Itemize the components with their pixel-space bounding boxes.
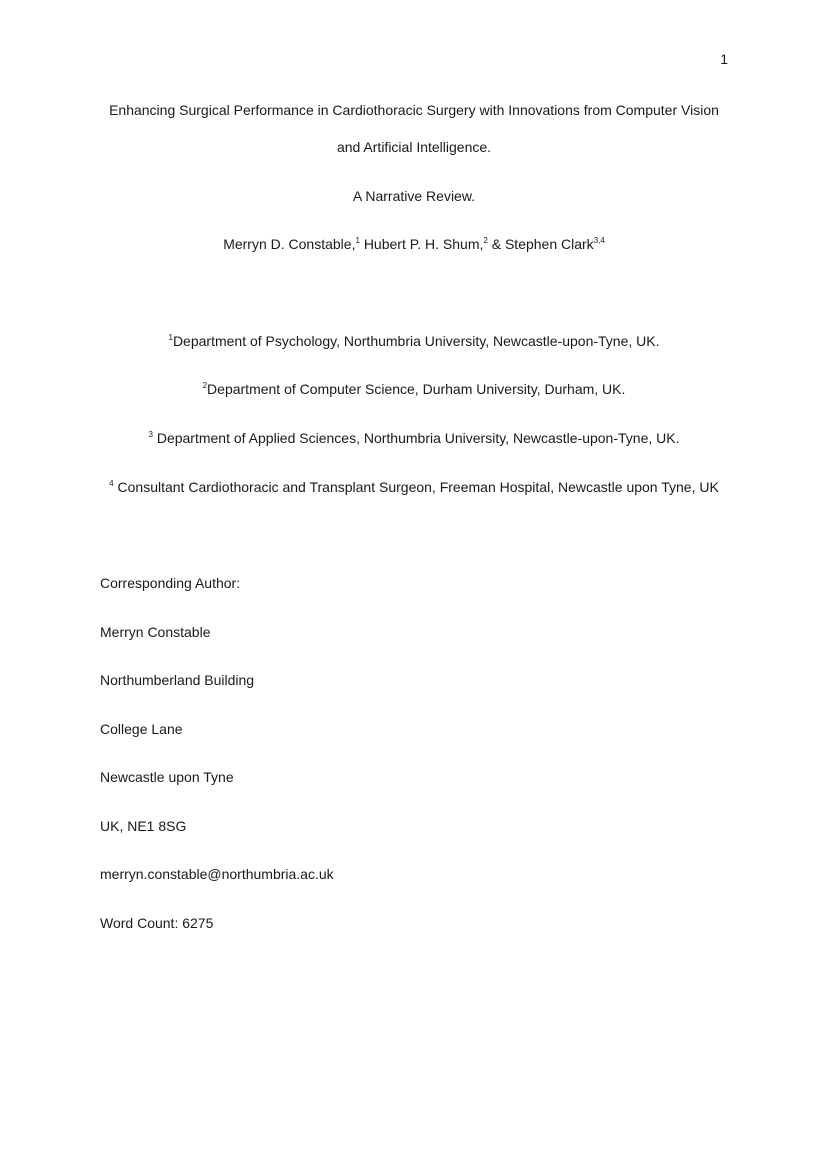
author-line [0,234,828,254]
affiliation-4 [0,477,828,497]
corresponding-author-name: Merryn Constable [100,624,211,640]
title-line-1: Enhancing Surgical Performance in Cardiothoracic Surgery with Innovations from Computer Vision [109,102,719,118]
author-affiliation-mark: 1 [355,236,360,245]
affiliation-mark: 1 [168,333,173,342]
corresponding-email: merryn.constable@northumbria.ac.uk [100,866,334,882]
affiliation-text: Department of Computer Science, Durham University, Durham, UK. [207,381,626,397]
affiliation-2 [0,379,828,399]
title-line-2: and Artificial Intelligence. [336,139,492,155]
affiliation-text: Department of Psychology, Northumbria University, Newcastle-upon-Tyne, UK. [172,333,660,349]
affiliation-1 [0,331,828,351]
address-postcode: UK, NE1 8SG [100,818,187,834]
affiliation-mark: 2 [202,381,208,390]
affiliation-3 [0,428,828,448]
author-name: & Stephen Clark [491,236,594,252]
affiliation-text: Department of Applied Sciences, Northumbria University, Newcastle-upon-Tyne, UK. [152,430,680,446]
author-affiliation-mark: 2 [483,236,488,245]
affiliation-mark: 4 [109,479,114,488]
author-name: Hubert P. H. Shum, [363,236,484,252]
affiliation-mark: 3 [148,430,153,439]
corresponding-author-label: Corresponding Author: [100,575,241,591]
subtitle: A Narrative Review. [352,188,476,204]
address-building: Northumberland Building [100,672,255,688]
page-number: 1 [720,51,728,67]
affiliation-text: Consultant Cardiothoracic and Transplant Surgeon, Freeman Hospital, Newcastle upon Tyne, UK [113,479,719,495]
author-name: Merryn D. Constable, [223,236,356,252]
address-street: College Lane [100,721,183,737]
author-affiliation-mark: 3,4 [593,236,605,245]
address-city: Newcastle upon Tyne [100,769,234,785]
word-count: Word Count: 6275 [100,915,214,931]
